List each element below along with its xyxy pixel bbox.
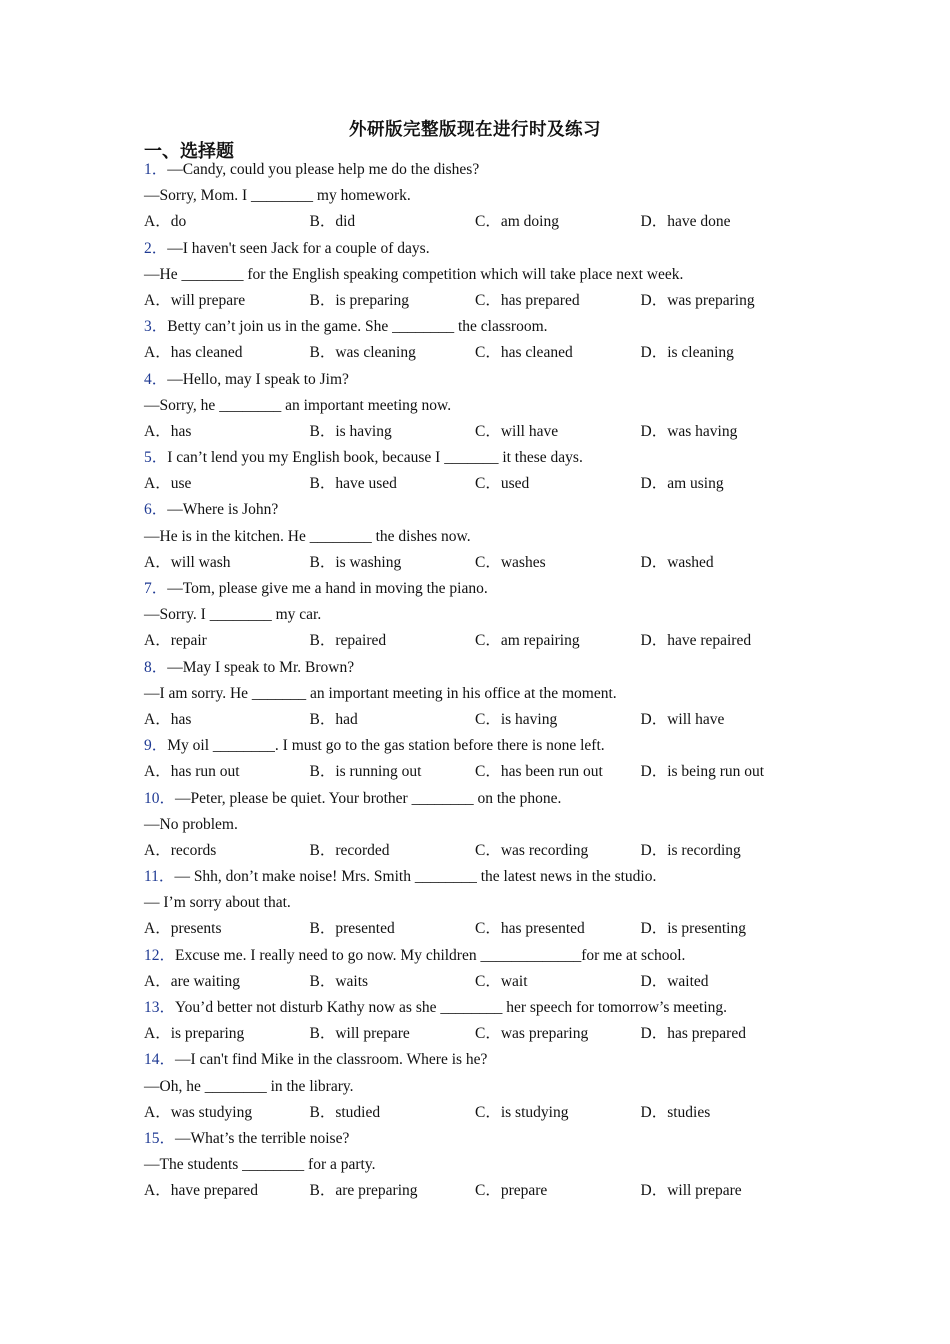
answer-option[interactable]: D．am using	[640, 475, 724, 493]
question-item	[144, 314, 824, 366]
question-item	[144, 576, 824, 655]
answer-option[interactable]: C．am repairing	[475, 632, 580, 650]
answer-option[interactable]: C．wait	[475, 972, 528, 990]
question-item	[144, 236, 824, 315]
answer-option[interactable]: D．will prepare	[640, 1182, 742, 1200]
question-item	[144, 157, 824, 236]
question-text: —Oh, he ________ in the library.	[144, 1077, 354, 1095]
answer-option[interactable]: B．studied	[309, 1103, 381, 1121]
question-text: —No problem.	[144, 815, 238, 833]
question-number: 3．	[144, 318, 168, 336]
answer-option[interactable]: C．prepare	[475, 1182, 548, 1200]
answer-option[interactable]: A．has run out	[144, 763, 240, 781]
question-text: —Hello, may I speak to Jim?	[167, 370, 349, 388]
answer-option[interactable]: C．has cleaned	[475, 344, 573, 362]
question-stem	[144, 655, 824, 681]
answer-option[interactable]: D．is cleaning	[640, 344, 734, 362]
question-item	[144, 995, 824, 1047]
answer-option[interactable]: D．washed	[640, 553, 714, 571]
answer-option[interactable]: D．have repaired	[640, 632, 752, 650]
question-item	[144, 786, 824, 865]
answer-option[interactable]: A．has	[144, 710, 192, 728]
answer-option[interactable]: A．do	[144, 213, 187, 231]
question-stem	[144, 733, 824, 759]
question-number: 4．	[144, 370, 168, 388]
question-text: —The students ________ for a party.	[144, 1156, 376, 1174]
question-text: —He is in the kitchen. He ________ the dishes now.	[144, 527, 471, 545]
answer-option[interactable]: A．has cleaned	[144, 344, 243, 362]
question-number: 15．	[144, 1129, 176, 1147]
answer-options	[144, 209, 824, 235]
answer-option[interactable]: B．have used	[309, 475, 397, 493]
question-dialogue-line	[144, 393, 824, 419]
question-dialogue-line	[144, 602, 824, 628]
question-item	[144, 864, 824, 943]
page-title: 外研版完整版现在进行时及练习	[349, 119, 601, 139]
question-stem	[144, 157, 824, 183]
question-dialogue-line	[144, 812, 824, 838]
question-number: 12．	[144, 946, 176, 964]
answer-option[interactable]: D．is being run out	[640, 763, 765, 781]
question-text: —What’s the terrible noise?	[175, 1129, 350, 1147]
question-number: 2．	[144, 239, 168, 257]
answer-option[interactable]: A．has	[144, 422, 192, 440]
question-item	[144, 445, 824, 497]
question-text: —Tom, please give me a hand in moving the piano.	[167, 580, 488, 597]
section-heading: 一、选择题	[144, 141, 234, 161]
question-stem	[144, 367, 824, 393]
question-text: You’d better not disturb Kathy now as she ________ her speech for tomorrow’s meeting.	[175, 999, 728, 1016]
question-text: My oil ________. I must go to the gas station before there is none left.	[167, 737, 605, 755]
question-text: —May I speak to Mr. Brown?	[167, 658, 355, 676]
question-stem	[144, 1047, 824, 1073]
answer-options	[144, 550, 824, 576]
answer-option[interactable]: D．is presenting	[640, 920, 746, 938]
answer-option[interactable]: A．is preparing	[144, 1025, 245, 1043]
question-dialogue-line	[144, 890, 824, 916]
question-text: —Peter, please be quiet. Your brother ________ on the phone.	[175, 789, 562, 807]
question-number: 11．	[144, 868, 175, 886]
question-item	[144, 655, 824, 734]
answer-option[interactable]: B．had	[309, 710, 358, 728]
answer-options	[144, 707, 824, 733]
question-text: I can’t lend you my English book, because I _______ it these days.	[167, 449, 583, 467]
answer-option[interactable]: D．studies	[640, 1103, 711, 1121]
answer-option[interactable]: A．use	[144, 475, 192, 493]
question-text: — I’m sorry about that.	[144, 894, 291, 912]
question-stem	[144, 943, 824, 969]
question-number: 13．	[144, 999, 176, 1016]
answer-option[interactable]: B．waits	[309, 972, 369, 990]
answer-option[interactable]: D．waited	[640, 972, 709, 990]
answer-option[interactable]: B．is having	[309, 422, 392, 440]
answer-option[interactable]: A．was studying	[144, 1103, 253, 1121]
answer-option[interactable]: C．will have	[475, 422, 559, 440]
answer-options	[144, 759, 824, 785]
answer-option[interactable]: A．will wash	[144, 553, 231, 571]
question-text: Excuse me. I really need to go now. My children _____________for me at school.	[175, 946, 686, 964]
answer-option[interactable]: C．was recording	[475, 841, 589, 859]
answer-option[interactable]: C．was preparing	[475, 1025, 589, 1043]
question-text: —I can't find Mike in the classroom. Where is he?	[175, 1051, 488, 1069]
question-stem	[144, 236, 824, 262]
question-text: —Sorry. I ________ my car.	[144, 606, 322, 624]
answer-option[interactable]: D．has prepared	[640, 1025, 746, 1043]
question-dialogue-line	[144, 1152, 824, 1178]
question-text: —I am sorry. He _______ an important meeting in his office at the moment.	[144, 684, 617, 702]
question-text: —Where is John?	[167, 501, 279, 519]
answer-options	[144, 340, 824, 366]
question-dialogue-line	[144, 183, 824, 209]
question-stem	[144, 995, 824, 1021]
answer-option[interactable]: C．has been run out	[475, 763, 603, 781]
answer-option[interactable]: C．washes	[475, 553, 546, 571]
answer-option[interactable]: A．presents	[144, 920, 222, 938]
answer-option[interactable]: C．is having	[475, 710, 558, 728]
question-stem	[144, 497, 824, 523]
answer-options	[144, 419, 824, 445]
answer-option[interactable]: A．repair	[144, 632, 207, 650]
answer-options	[144, 916, 824, 942]
question-stem	[144, 786, 824, 812]
question-text: —Sorry, Mom. I ________ my homework.	[144, 187, 411, 205]
question-item	[144, 943, 824, 995]
answer-option[interactable]: C．is studying	[475, 1103, 569, 1121]
question-stem	[144, 864, 824, 890]
question-number: 1．	[144, 161, 168, 178]
question-stem	[144, 576, 824, 602]
answer-option[interactable]: D．is recording	[640, 841, 741, 859]
question-number: 10．	[144, 789, 176, 807]
question-number: 5．	[144, 449, 168, 467]
answer-option[interactable]: B．is washing	[309, 553, 402, 571]
answer-option[interactable]: B．recorded	[309, 841, 390, 859]
question-text: —Candy, could you please help me do the dishes?	[167, 161, 480, 178]
answer-options	[144, 969, 824, 995]
answer-options	[144, 288, 824, 314]
answer-option[interactable]: B．are preparing	[309, 1182, 418, 1200]
answer-options	[144, 838, 824, 864]
question-number: 14．	[144, 1051, 176, 1069]
question-dialogue-line	[144, 1074, 824, 1100]
question-list	[144, 157, 824, 1205]
answer-option[interactable]: A．records	[144, 841, 217, 859]
answer-options	[144, 1178, 824, 1204]
answer-option[interactable]: D．have done	[640, 213, 731, 231]
question-stem	[144, 445, 824, 471]
question-item	[144, 1047, 824, 1126]
answer-option[interactable]: C．has prepared	[475, 291, 580, 309]
answer-option[interactable]: A．are waiting	[144, 972, 240, 990]
answer-option[interactable]: D．will have	[640, 710, 725, 728]
question-number: 8．	[144, 658, 168, 676]
answer-option[interactable]: A．have prepared	[144, 1182, 259, 1200]
question-text: — Shh, don’t make noise! Mrs. Smith ________ the latest news in the studio.	[174, 868, 657, 886]
answer-option[interactable]: D．was preparing	[640, 291, 755, 309]
answer-option[interactable]: B．is running out	[309, 763, 422, 781]
answer-options	[144, 1021, 824, 1047]
answer-option[interactable]: C．has presented	[475, 920, 585, 938]
question-dialogue-line	[144, 681, 824, 707]
answer-option[interactable]: B．will prepare	[309, 1025, 410, 1043]
question-item	[144, 733, 824, 785]
question-stem	[144, 314, 824, 340]
question-text: Betty can’t join us in the game. She ________ the classroom.	[167, 318, 548, 336]
answer-option[interactable]: B．did	[309, 213, 356, 231]
answer-option[interactable]: B．repaired	[309, 632, 387, 650]
answer-option[interactable]: C．used	[475, 475, 530, 493]
question-number: 7．	[144, 580, 168, 597]
question-dialogue-line	[144, 262, 824, 288]
answer-options	[144, 628, 824, 654]
answer-options	[144, 1100, 824, 1126]
question-item	[144, 367, 824, 446]
answer-options	[144, 471, 824, 497]
question-stem	[144, 1126, 824, 1152]
question-number: 9．	[144, 737, 168, 755]
answer-option[interactable]: B．was cleaning	[309, 344, 416, 362]
question-text: —I haven't seen Jack for a couple of days.	[167, 239, 430, 257]
answer-option[interactable]: B．is preparing	[309, 291, 409, 309]
answer-option[interactable]: D．was having	[640, 422, 738, 440]
question-dialogue-line	[144, 524, 824, 550]
question-item	[144, 497, 824, 576]
question-item	[144, 1126, 824, 1205]
answer-option[interactable]: B．presented	[309, 920, 395, 938]
question-text: —Sorry, he ________ an important meeting now.	[144, 396, 452, 414]
answer-option[interactable]: A．will prepare	[144, 291, 246, 309]
question-number: 6．	[144, 501, 168, 519]
answer-option[interactable]: C．am doing	[475, 213, 559, 231]
question-text: —He ________ for the English speaking competition which will take place next week.	[144, 265, 684, 283]
